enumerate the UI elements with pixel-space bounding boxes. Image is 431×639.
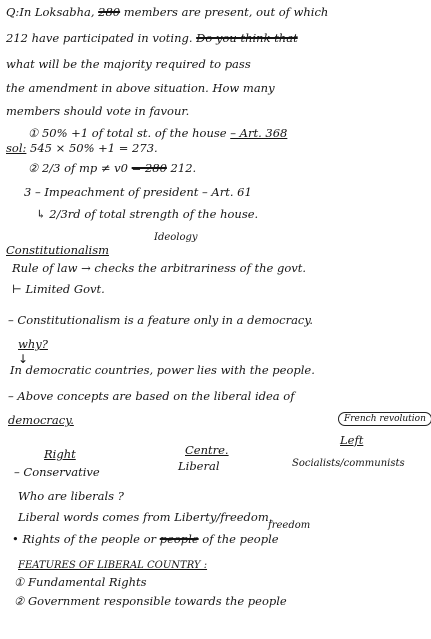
question-line-5: members should vote in favour. [6,104,190,118]
conservative-label: – Conservative [14,465,100,479]
rights-text-b: of the people [198,532,279,546]
feature-1 [14,576,147,589]
struck-number: 280 [98,5,121,19]
freedom-insert: freedom [268,520,311,531]
rights-line [12,533,279,546]
question-line-3: what will be the majority required to pass [6,57,251,71]
question-line-4: the amendment in above situation. How many [6,81,275,95]
rights-struck: people [159,532,199,546]
right-label: Right [44,447,76,461]
liberal-words-line: Liberal words comes from Liberty/freedom. [18,510,273,524]
step-2-number: ② [28,161,39,175]
limited-govt-line: ⊢ Limited Govt. [12,282,105,296]
calc-text: 545 × 50% +1 = 273. [30,141,158,155]
question-line-1 [6,6,328,19]
feature-2-text: Government responsible towards the people [27,594,287,608]
feature-1-number: ① [14,575,25,589]
down-arrow-icon: ↓ [18,352,29,366]
centre-label: Centre. [185,443,229,457]
solution-step-2 [28,162,196,175]
features-heading: FEATURES OF LIBERAL COUNTRY : [18,560,208,571]
struck-text: Do you think that [196,31,298,45]
step-2-text: 2/3 of mp ≠ v0 [41,161,132,175]
question-text-c: 212 have participated in voting. [6,31,197,45]
step-1-number: ① [28,126,39,140]
democratic-line: In democratic countries, power lies with the people. [10,363,315,377]
left-label: Left [340,433,364,447]
question-text-a: In Loksabha, [19,5,99,19]
impeachment-strength: ↳ 2/3rd of total strength of the house. [36,207,259,221]
ideology-label: Ideology [154,232,198,243]
feature-1-text: Fundamental Rights [27,575,147,589]
above-concepts-line: – Above concepts are based on the liberal idea of [8,389,295,403]
feature-2-number: ② [14,594,25,608]
rights-text-a: • Rights of the people or [12,532,160,546]
french-revolution-badge: French revolution [338,412,431,426]
question-text-b: members are present, out of which [120,5,329,19]
socialists-label: Socialists/communists [292,458,405,469]
solution-step-1 [28,127,287,140]
impeachment-line: 3 – Impeachment of president – Art. 61 [24,185,252,199]
feature-line: – Constitutionalism is a feature only in a democracy. [8,313,313,327]
who-are-liberals: Who are liberals ? [18,489,124,503]
liberal-label: Liberal [178,459,220,473]
step-2-text-b: 212. [166,161,197,175]
democracy-word: democracy. [8,413,74,427]
rule-of-law-line: Rule of law → checks the arbitrariness of the govt. [12,261,307,275]
solution-calc [6,142,158,155]
question-label: Q: [6,5,20,19]
why-label: why? [18,337,48,351]
step-2-struck: = 280 [131,161,167,175]
constitutionalism-heading: Constitutionalism [6,243,110,257]
solution-label: sol: [6,141,27,155]
step-1-text: 50% +1 of total st. of the house [41,126,227,140]
article-368-ref: – Art. 368 [230,126,288,140]
question-line-2 [6,32,298,45]
feature-2 [14,595,287,608]
